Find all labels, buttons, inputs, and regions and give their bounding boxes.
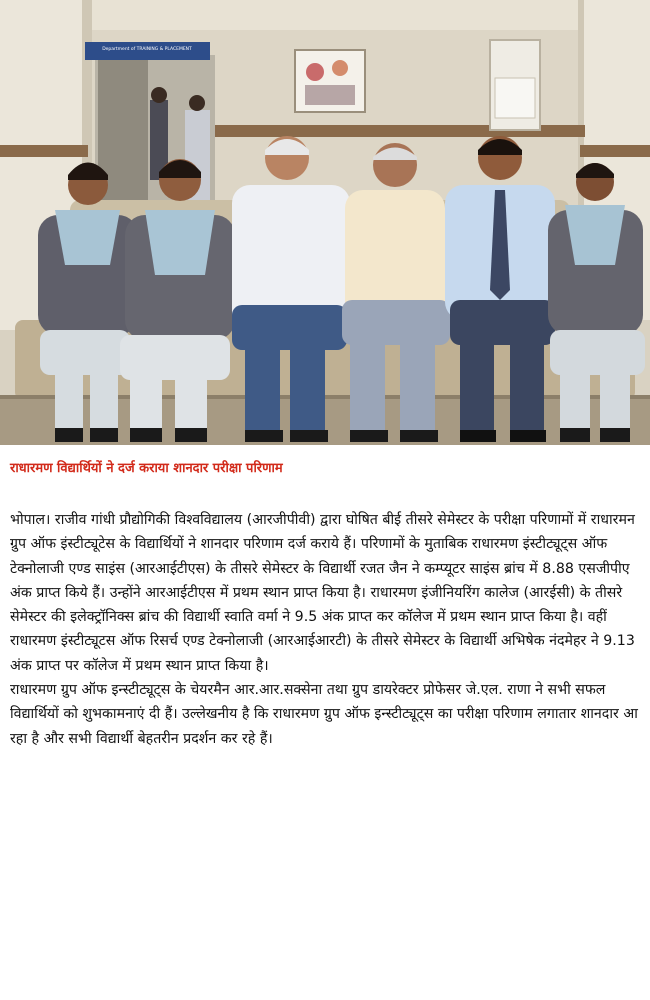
department-sign — [85, 42, 210, 60]
article-paragraph-2: राधारमण ग्रुप ऑफ इन्स्टीट्यूट्स के चेयरमैन आर.आर.सक्सेना तथा ग्रुप डायरेक्टर प्रोफेसर जे.एल. राणा ने सभी सफल विद्यार्थियों को शुभकामनाएं दी हैं। उल्लेखनीय है कि राधारमण ग्रुप ऑफ इन्स्टीट्यूट्स का परीक्षा परिणाम लगातार शानदार आ रहा है और सभी विद्यार्थी बेहतरीन प्रदर्शन कर रहे हैं। — [10, 682, 638, 747]
svg-text:Department of TRAINING & PLACE: Department of TRAINING & PLACEMENT — [102, 47, 192, 52]
article-headline: राधारमण विद्यार्थियों ने दर्ज कराया शानदार परीक्षा परिणाम — [10, 461, 283, 476]
article-body — [10, 508, 642, 751]
group-photo — [0, 0, 650, 445]
article-paragraph-1: भोपाल। राजीव गांधी प्रौद्योगिकी विश्वविद्यालय (आरजीपीवी) द्वारा घोषित बीई तीसरे सेमेस्टर के परीक्षा परिणामों में राधारमन ग्रुप ऑफ इंस्टीट्यूटेस के विद्यार्थियों ने शानदार परिणाम दर्ज कराये हैं। परिणामों के मुताबिक राधारमण इंस्टीट्यूट्स ऑफ टेक्नोलाजी एण्ड साइंस (आरआईटीएस) के तीसरे सेमेस्टर के विद्यार्थी रजत जैन ने कम्प्यूटर साइंस ब्रांच में 8.88 एसजीपीए अंक प्राप्त किये हैं। उन्होंने आरआईटीएस में प्रथम स्थान प्राप्त किया है। राधारमण इंजीनियरिंग कालेज (आरईसी) के तीसरे सेमेस्टर की इलेक्ट्रॉनिक्स ब्रांच की विद्यार्थी स्वाति वर्मा ने 9.5 अंक प्राप्त कर कॉलेज में प्रथम स्थान प्राप्त किया है। वहीं राधारमण इंस्टीट्यूटस ऑफ रिसर्च एण्ड टेक्नोलाजी (आरआईआरटी) के तीसरे सेमेस्टर के विद्यार्थी अभिषेक नंदमेहर ने 9.13 अंक प्राप्त पर कॉलेज में प्रथम स्थान प्राप्त किया है। — [10, 512, 635, 674]
